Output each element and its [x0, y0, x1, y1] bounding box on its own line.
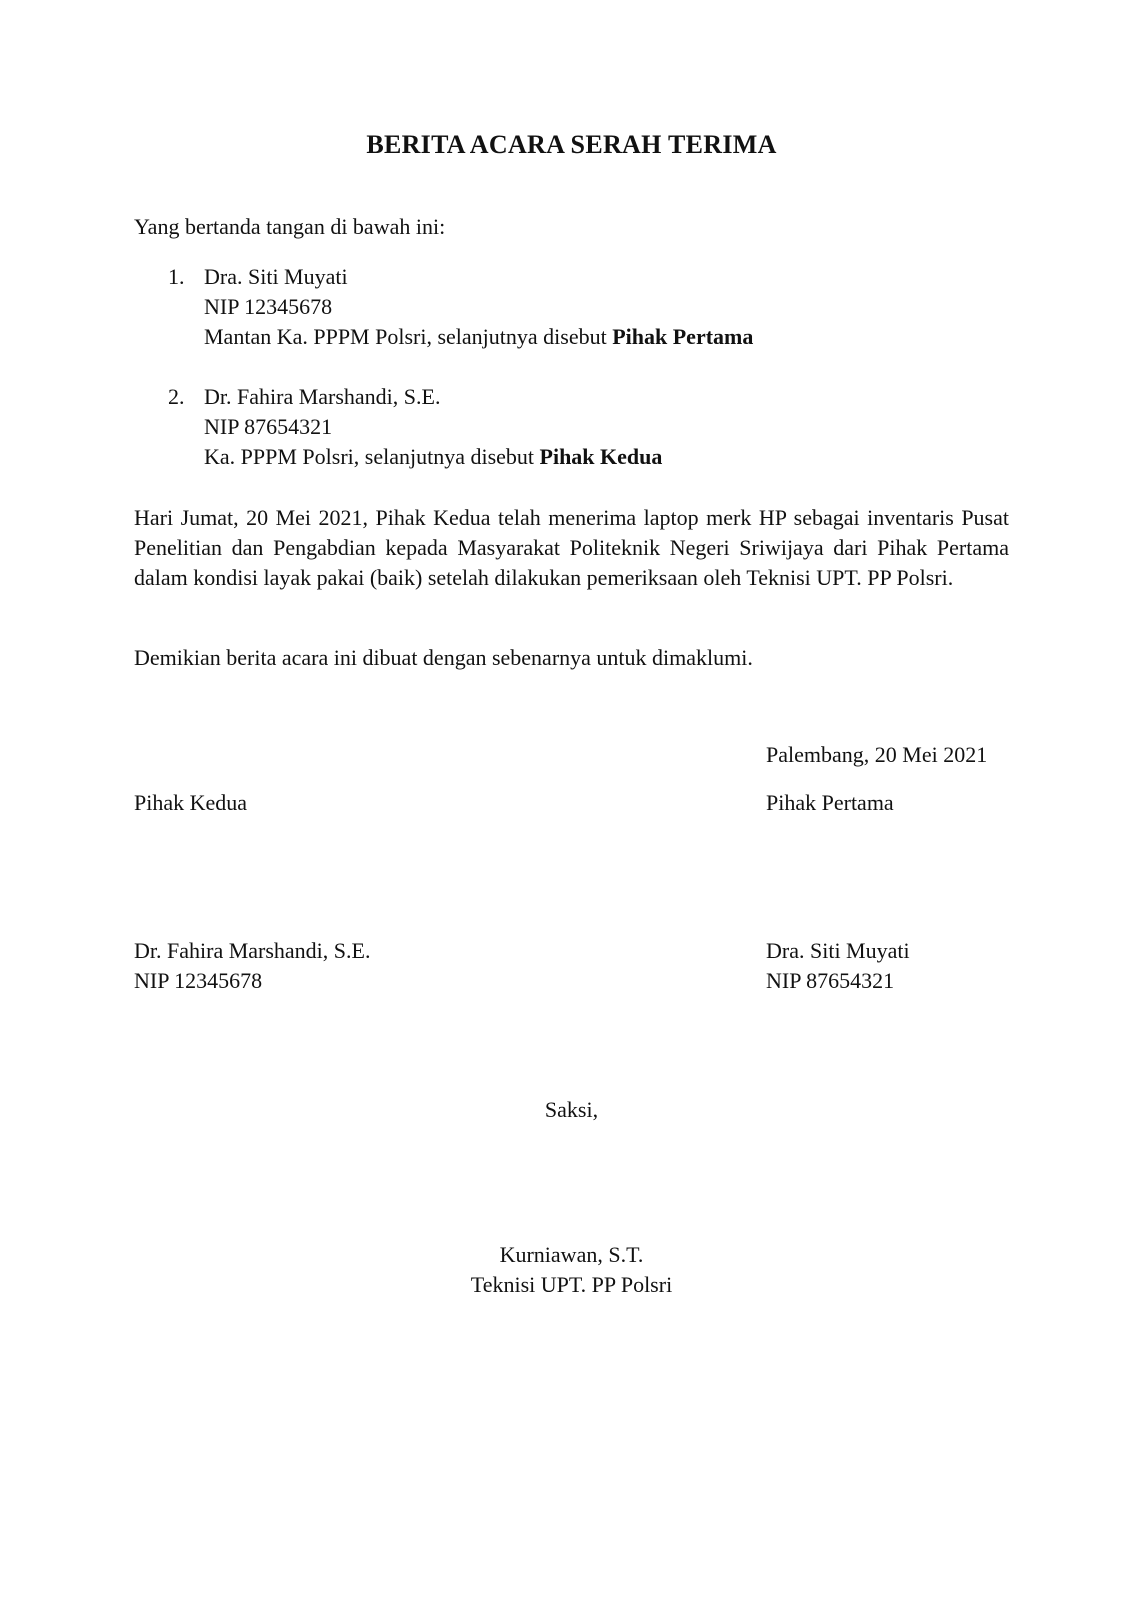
- signature-left-nip: NIP 12345678: [134, 968, 263, 993]
- signature-left-role: Pihak Kedua: [134, 790, 248, 815]
- body-paragraph: Hari Jumat, 20 Mei 2021, Pihak Kedua telah menerima laptop merk HP sebagai inventaris Pusat Penelitian dan Pengabdian kepada Masyarakat Politeknik Negeri Sriwijaya dari Pihak Pertama dalam kondisi layak pakai (baik) setelah dilakukan pemeriksaan oleh Teknisi UPT. PP Polsri.: [134, 505, 1009, 590]
- party-position: [204, 322, 753, 352]
- party-designation: Pihak Pertama: [612, 324, 754, 349]
- party-number: 1.: [168, 264, 185, 289]
- party-name: Dr. Fahira Marshandi, S.E.: [204, 384, 441, 409]
- document-title: BERITA ACARA SERAH TERIMA: [366, 130, 777, 159]
- party-position: [204, 442, 662, 472]
- intro-text: Yang bertanda tangan di bawah ini:: [134, 214, 446, 239]
- witness-label: Saksi,: [544, 1097, 599, 1122]
- witness-title: Teknisi UPT. PP Polsri: [470, 1272, 673, 1297]
- party-number: 2.: [168, 384, 185, 409]
- party-nip: NIP 12345678: [204, 294, 333, 319]
- party-position-text: Ka. PPPM Polsri, selanjutnya disebut: [204, 444, 540, 469]
- signature-right-role: Pihak Pertama: [766, 790, 894, 815]
- signature-right-nip: NIP 87654321: [766, 968, 895, 993]
- party-position-text: Mantan Ka. PPPM Polsri, selanjutnya disebut: [204, 324, 613, 349]
- party-designation: Pihak Kedua: [539, 444, 663, 469]
- witness-name: Kurniawan, S.T.: [499, 1242, 644, 1267]
- closing-statement: Demikian berita acara ini dibuat dengan sebenarnya untuk dimaklumi.: [134, 645, 753, 670]
- party-name: Dra. Siti Muyati: [204, 264, 348, 289]
- signature-right-name: Dra. Siti Muyati: [766, 938, 910, 963]
- place-date: Palembang, 20 Mei 2021: [766, 742, 988, 767]
- signature-left-name: Dr. Fahira Marshandi, S.E.: [134, 938, 371, 963]
- party-nip: NIP 87654321: [204, 414, 333, 439]
